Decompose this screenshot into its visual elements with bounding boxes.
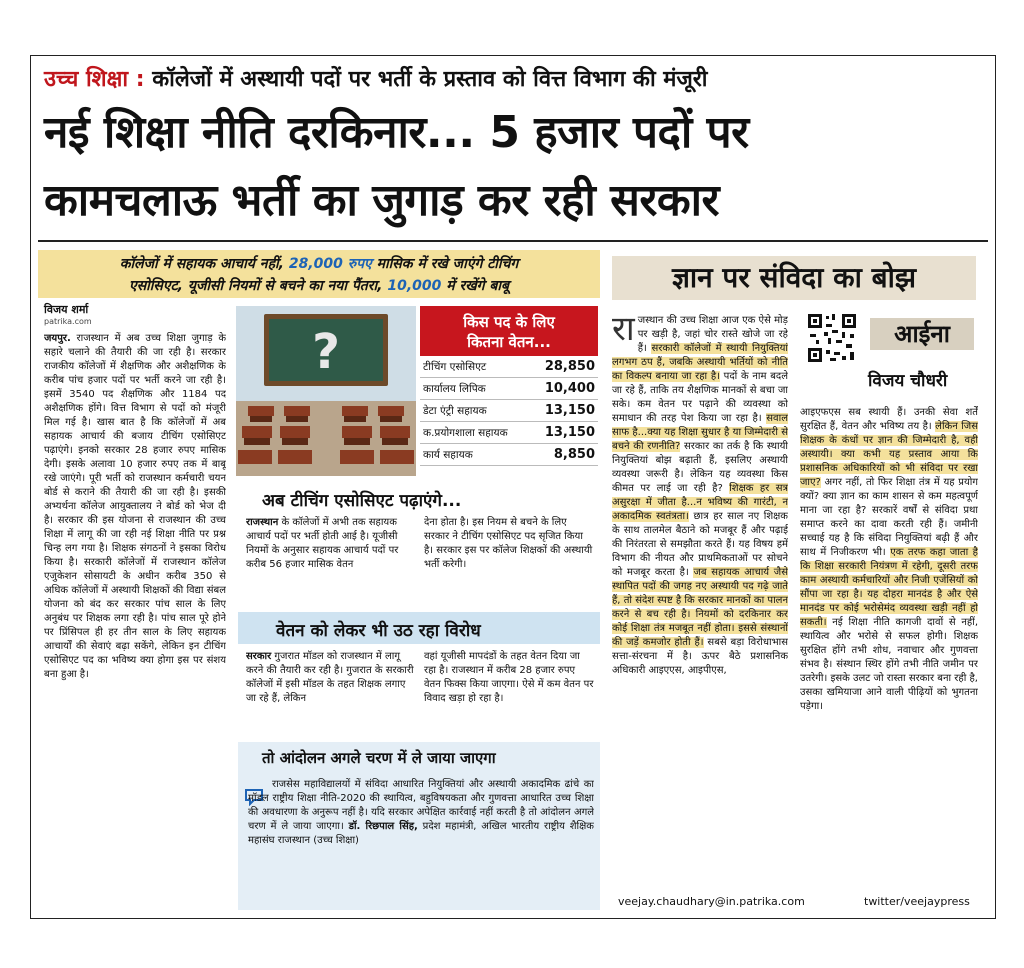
salary-title-line-1: किस पद के लिए: [463, 313, 555, 331]
post-cell: टीचिंग एसोसिएट: [420, 356, 536, 378]
sidebar-a-text-2: पदों के नाम बदले जा रहे हैं, ताकि तय शैक्षणिक मानकों से बचा जा सके। कम वेतन पर पढ़ाने की व्यवस्था को समाधान की तरह पेश किया जा रहा है।: [612, 371, 788, 424]
box1-heading: अब टीचिंग एसोसिएट पढ़ाएंगे...: [262, 491, 462, 511]
subhead-part-3: एसोसिएट, यूजीसी नियमों से बचने का नया पैंतरा,: [128, 278, 383, 294]
table-row: [420, 400, 598, 422]
box3-quote-text: राजसेस महाविद्यालयों में संविदा आधारित नियुक्तियां और अस्थायी अकादमिक ढांचे का मॉडल राष्ट्रीय शिक्षा नीति-2020 की स्थायित्व, बहुविषयकता और गुणवत्ता आधारित उच्च शिक्षा की अवधारणा के अनुरूप नहीं है। यदि सरकार अपेक्षित कार्रवाई नहीं करती है तो आंदोलन अगले चरण में ले जाया जाएगा।: [248, 779, 594, 832]
box2-right-column: वहां यूजीसी मापदंडों के तहत वेतन दिया जा रहा है। राजस्थान में करीब 28 हजार रुपए वेतन फिक्स किया जाएगा। ऐसे में कम वेतन पर विवाद खड़ा हो रहा है।: [424, 651, 594, 704]
sidebar-b-text-2: अगर नहीं, तो फिर शिक्षा तंत्र में यह प्रयोग क्यों? क्या ज्ञान का काम शासन से कम महत्वपूर्ण माना जा रहा है? सरकारें वर्षों से संविदा प्रथा समाप्त करने का दावा करती रही हैं। जमीनी सच्चाई यह है कि संविदा नियुक्तियां बढ़ी हैं और साथ में निजीकरण भी।: [800, 477, 978, 558]
subheadline: [38, 250, 600, 298]
dateline: जयपुर.: [44, 333, 71, 344]
subhead-part-4: में रखेंगे बाबू: [446, 278, 510, 294]
sidebar-title: ज्ञान पर संविदा का बोझ: [612, 256, 976, 300]
sidebar-a-text-4: छात्र हर साल नए शिक्षक के साथ तालमेल बैठाने को मजबूर हैं और पढ़ाई की निरंतरता से समझौता करते हैं। यह विषय हमें विभाग की नीयत और प्राथमिकताओं पर सोचने को मजबूर करता है।: [612, 511, 788, 578]
sidebar-b-text-1: आइएफएस सब स्थायी हैं। उनकी सेवा शर्तें सुरक्षित हैं, वेतन और भविष्य तय है।: [800, 407, 978, 432]
main-story-column: [44, 332, 226, 906]
sidebar-column-b: [800, 406, 978, 894]
pay-cell: 13,150: [536, 422, 598, 444]
box2-left-text: गुजरात मॉडल को राजस्थान में लागू करने की तैयारी कर रही है। गुजरात के सरकारी कॉलेजों में इसी मॉडल के तहत शिक्षक लगाए जा रहे हैं, लेकिन: [246, 651, 414, 704]
pay-cell: 8,850: [536, 444, 598, 466]
post-cell: कार्य सहायक: [420, 444, 536, 466]
table-row: [420, 444, 598, 466]
headline-line-2: कामचलाऊ भर्ती का जुगाड़ कर रही सरकार: [44, 175, 720, 226]
salary-box-title: [420, 306, 598, 356]
column-name-badge: आईना: [870, 318, 974, 350]
headline-line-1: नई शिक्षा नीति दरकिनार... 5 हजार पदों पर: [44, 107, 749, 158]
classroom-drawing: [236, 306, 416, 476]
kicker-label: उच्च शिक्षा :: [44, 67, 145, 92]
subhead-part-1: कॉलेजों में सहायक आचार्य नहीं,: [119, 256, 284, 272]
subhead-part-2: मासिक में रखे जाएंगे टीचिंग: [376, 256, 519, 272]
byline-name: विजय शर्मा: [44, 303, 89, 316]
sidebar-a-highlight-4: जब सहायक आचार्य जैसे स्थापित पदों की जगह नए अस्थायी पद गढ़े जाते हैं, तो संदेश स्पष्ट है कि सरकार मानकों का पालन करने से बच रही है। नियमों को दरकिनार कर कोई शिक्षा तंत्र मजबूत नहीं होता। इससे संस्थानों की जड़ें कमजोर होती हैं।: [612, 567, 788, 648]
sidebar-b-text-3: नई शिक्षा नीति कागजी दावों से नहीं, स्थायित्व और भरोसे से सफल होगी। शिक्षक सुरक्षित होंगे तभी शोध, नवाचार और गुणवत्ता संभव है। संस्थान स्थिर होंगे तभी नीति जमीन पर उतरेगी। इसके उलट जो रास्ता सरकार बना रही है, उसका खमियाजा आने वाली पीढ़ियों को भुगतना पड़ेगा।: [800, 617, 978, 712]
pay-cell: 28,850: [536, 356, 598, 378]
sidebar-a-highlight-1: सरकारी कॉलेजों में स्थायी नियुक्तियां लगभग ठप हैं, जबकि अस्थायी भर्तियों को नीति का विकल्प बनाया जा रहा है।: [612, 343, 788, 382]
box1-left-text: के कॉलेजों में अभी तक सहायक आचार्य पदों पर भर्ती होती आई है। यूजीसी नियमों के अनुसार सहायक आचार्य पदों पर करीब 56 हजार मासिक वेतन: [246, 517, 399, 570]
table-row: [420, 378, 598, 400]
drop-cap: रा: [612, 314, 635, 349]
salary-title-line-2: कितना वेतन...: [467, 333, 551, 351]
kicker-line: [44, 63, 707, 93]
box3-speaker-title: प्रदेश महामंत्री, अखिल भारतीय राष्ट्रीय शैक्षिक महासंघ राजस्थान (उच्च शिक्षा): [248, 821, 594, 846]
table-row: [420, 422, 598, 444]
box1-right-column: देना होता है। इस नियम से बचने के लिए सरकार ने टीचिंग एसोसिएट पद सृजित किया है। सरकार इस पर कॉलेज शिक्षकों की अस्थायी भर्ती करेगी।: [424, 517, 593, 570]
sidebar-a-text-1: जस्थान की उच्च शिक्षा आज एक ऐसे मोड़ पर खड़ी है, जहां चोर रास्ते खोजे जा रहे हैं।: [637, 315, 788, 354]
pay-cell: 13,150: [536, 400, 598, 422]
classroom-illustration: [236, 306, 416, 476]
sidebar-b-highlight-2: एक तरफ कहा जाता है कि शिक्षा सरकारी नियंत्रण में रहेगी, दूसरी तरफ काम अस्थायी कर्मचारियों और निजी एजेंसियों को सौंपा जा रहा है। यह दोहरा मानदंड है और ऐसे मानदंड पर कोई भरोसेमंद व्यवस्था खड़ी नहीं हो सकती।: [800, 547, 978, 628]
box3-heading: तो आंदोलन अगले चरण में ले जाया जाएगा: [262, 749, 496, 767]
box3-speaker: डॉ. रिछपाल सिंह,: [348, 821, 418, 832]
post-cell: डेटा एंट्री सहायक: [420, 400, 536, 422]
sidebar-column-a: [612, 314, 788, 894]
box1-left-column: [246, 516, 416, 610]
box2-lead: सरकार: [246, 651, 272, 662]
post-cell: क.प्रयोगशाला सहायक: [420, 422, 536, 444]
author-twitter: twitter/veejaypress: [864, 895, 970, 908]
svg-text:?: ?: [312, 324, 340, 380]
box1-lead: राजस्थान: [246, 517, 279, 528]
main-story-text: राजस्थान में अब उच्च शिक्षा जुगाड़ के सहारे चलाने की तैयारी की जा रही है। सरकार राजकीय कॉलेजों में शैक्षणिक और अशैक्षणिक के करीब पांच हजार पदों पर भर्ती करने जा रही है। इसमें 3540 पद शैक्षणिक और 1184 पद अशैक्षणिक होंगे। वित्त विभाग से पदों को मंजूरी मिल गई है। खास बात है कि कॉलेजों में अब सहायक आचार्य की बजाय टीचिंग एसोसिएट पढ़ाएंगे। इनको सरकार 28 हजार रुपए मासिक देगी। इसके अलावा 10 हजार रुपए तक में बाबू रखे जाएंगे। पूरी भर्ती को राजस्थान कर्मचारी चयन बोर्ड से कराने की तैयारी की जा रही है। इसकी अभ्यर्थना कॉलेज आयुक्तालय ने बोर्ड को भेज दी है। सरकार की इस योजना से राजस्थान की उच्च शिक्षा में लागू की जा रही नई शिक्षा नीति पर प्रश्न चिन्ह लग गया है। शिक्षक संगठनों ने इसका विरोध किया है। सरकारी कॉलेजों में राजस्थान कॉलेज एजुकेशन सोसायटी के अधीन करीब 350 से अधिक कॉलेजों में अस्थायी शिक्षकों की विद्या संबल योजना को बंद कर सरकार पांच साल के लिए अनुबंध पर शिक्षक लगा रही है। पांच साल पूरे होने पर प्रिंसिपल ही हर तीन साल के लिए सहायक आचार्यों की सेवाएं बढ़ा सकेंगे, लेकिन इन टीचिंग एसोसिएट पद का भविष्य क्या होगा इस पर संशय बना हुआ है।: [44, 333, 226, 680]
box2-heading: वेतन को लेकर भी उठ रहा विरोध: [276, 621, 481, 641]
salary-table-box: [420, 306, 598, 476]
byline-site: patrika.com: [44, 317, 92, 326]
box3-quote: [248, 778, 594, 906]
divider: [38, 240, 988, 242]
box2-left-column: [246, 650, 416, 740]
subhead-amount-1: 28,000 रुपए: [288, 256, 372, 272]
table-row: [420, 356, 598, 378]
kicker-text: कॉलेजों में अस्थायी पदों पर भर्ती के प्रस्ताव को वित्त विभाग की मंजूरी: [152, 67, 708, 92]
author-email: veejay.chaudhary@in.patrika.com: [618, 895, 805, 908]
sidebar-a-highlight-2: सवाल साफ है...क्या यह शिक्षा सुधार है या जिम्मेदारी से बचने की रणनीति?: [612, 413, 788, 452]
subhead-amount-2: 10,000: [387, 278, 442, 294]
sidebar-a-text-3: सरकार का तर्क है कि स्थायी नियुक्तियां बोझ बढ़ाती हैं, इसलिए अस्थायी व्यवस्था जरूरी है। लेकिन यह व्यवस्था किस कीमत पर लाई जा रही है?: [612, 441, 788, 494]
sidebar-a-highlight-3: शिक्षक हर सत्र असुरक्षा में जीता है...न भविष्य की गारंटी, न अकादमिक स्वतंत्रता।: [612, 483, 788, 522]
post-cell: कार्यालय लिपिक: [420, 378, 536, 400]
qr-code-icon: [806, 312, 858, 364]
salary-table: [420, 356, 598, 466]
sidebar-b-highlight-1: लेकिन जिस शिक्षक के कंधों पर ज्ञान की जिम्मेदारी है, वही अस्थायी। क्या कभी यह प्रस्ताव आया कि प्रशासनिक अधिकारियों को भी संविदा पर रखा जाए?: [800, 421, 978, 488]
sidebar-a-text-5: सबसे बड़ा विरोधाभास सत्ता-संरचना में है। ऊपर बैठे प्रशासनिक अधिकारी आइएएस, आइपीएस,: [612, 637, 788, 676]
pay-cell: 10,400: [536, 378, 598, 400]
column-author: विजय चौधरी: [868, 371, 948, 391]
